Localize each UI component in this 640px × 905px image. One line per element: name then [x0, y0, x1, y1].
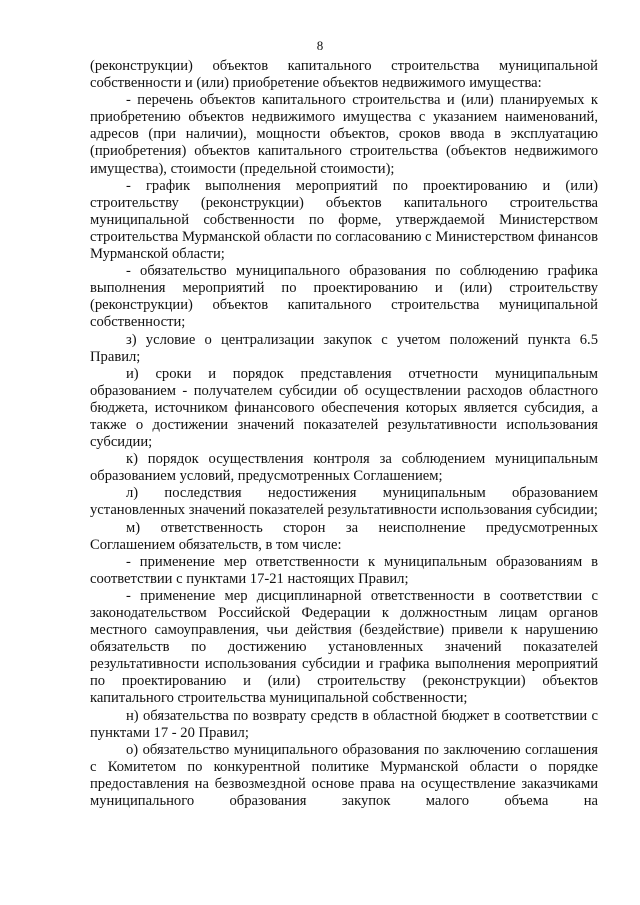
document-body	[90, 58, 598, 810]
paragraph: о) обязательство муниципального образования по заключению соглашения с Комитетом по конкурентной политике Мурманской области о порядке предоставления на безвозмездной основе права на осуществление заказчиками муниципального образования закупок малого объема на	[90, 741, 598, 810]
paragraph: - применение мер ответственности к муниципальным образованиям в соответствии с пунктами 17-21 настоящих Правил;	[90, 553, 598, 587]
paragraph: - график выполнения мероприятий по проектированию и (или) строительству (реконструкции) объектов капитального строительства муниципальной собственности по форме, утверждаемой Министерством строительства Мурманской области по согласованию с Министерством финансов Мурманской области;	[90, 177, 598, 263]
paragraph: л) последствия недостижения муниципальным образованием установленных значений показателей результативности использования субсидии;	[90, 485, 598, 519]
paragraph: з) условие о централизации закупок с учетом положений пункта 6.5 Правил;	[90, 331, 598, 365]
page-number: 8	[316, 38, 324, 53]
paragraph: н) обязательства по возврату средств в областной бюджет в соответствии с пунктами 17 - 20 Правил;	[90, 707, 598, 741]
paragraph: и) сроки и порядок представления отчетности муниципальным образованием - получателем субсидии об осуществлении расходов областного бюджета, источником финансового обеспечения которых является субсидия, а также о достижении значений показателей результативности использования субсидии;	[90, 365, 598, 451]
paragraph: к) порядок осуществления контроля за соблюдением муниципальным образованием условий, предусмотренных Соглашением;	[90, 451, 598, 485]
paragraph: - перечень объектов капитального строительства и (или) планируемых к приобретению объектов недвижимого имущества с указанием наименований, адресов (при наличии), мощности объектов, сроков ввода в эксплуатацию (приобретения) объектов капитального строительства (объектов недвижимого имущества), стоимости (предельной стоимости);	[90, 92, 598, 177]
paragraph: - применение мер дисциплинарной ответственности в соответствии с законодательством Российской Федерации к должностным лицам органов местного самоуправления, чьи действия (бездействие) привели к нарушению обязательств по достижению установленных значений показателей результативности использования субсидии и графика выполнения мероприятий по проектированию и (или) строительству (реконструкции) объектов капитального строительства муниципальной собственности;	[90, 587, 598, 707]
paragraph: м) ответственность сторон за неисполнение предусмотренных Соглашением обязательств, в том числе:	[90, 519, 598, 553]
paragraph: - обязательство муниципального образования по соблюдению графика выполнения мероприятий по проектированию и (или) строительству (реконструкции) объектов капитального строительства муниципальной собственности;	[90, 263, 598, 331]
paragraph: (реконструкции) объектов капитального строительства муниципальной собственности и (или) приобретение объектов недвижимого имущества:	[90, 58, 598, 92]
